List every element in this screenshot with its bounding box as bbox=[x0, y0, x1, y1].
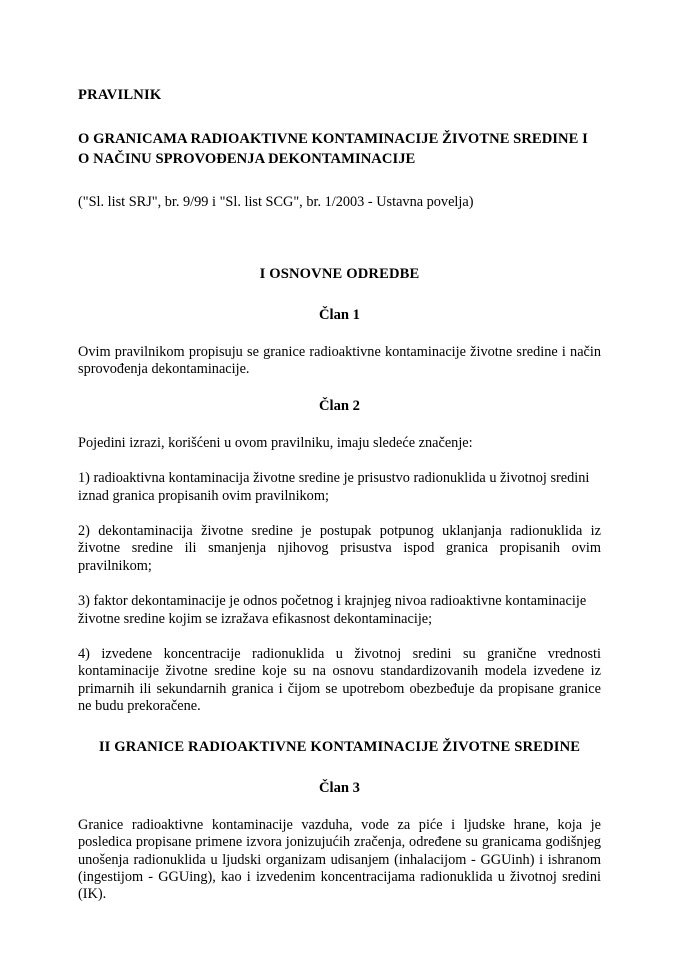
document-title: O GRANICAMA RADIOAKTIVNE KONTAMINACIJE ŽIVOTNE SREDINE I O NAČINU SPROVOĐENJA DEKONTAMINACIJE bbox=[78, 131, 588, 167]
paragraph-clan1-1: Ovim pravilnikom propisuju se granice radioaktivne kontaminacije životne sredine i način sprovođenja dekontaminacije. bbox=[78, 344, 601, 378]
document-source-citation: ("Sl. list SRJ", br. 9/99 i "Sl. list SCG", br. 1/2003 - Ustavna povelja) bbox=[78, 194, 474, 210]
article-heading-clan-2: Član 2 bbox=[319, 397, 360, 414]
paragraph-clan2-item-2: 2) dekontaminacija životne sredine je postupak potpunog uklanjanja radionuklida iz životne sredine ili smanjenja njihovog prisustva ispod granica propisanih ovim pravilnikom; bbox=[78, 523, 601, 574]
article-heading-clan-3: Član 3 bbox=[319, 779, 360, 796]
paragraph-clan3-1: Granice radioaktivne kontaminacije vazduha, vode za piće i ljudske hrane, koja je posledica propisane primene izvora jonizujućih zračenja, određene su granicama godišnjeg unošenja radionuklida u ljudski organizam udisanjem (inhalacijom - GGUinh) i ishranom (ingestijom - GGUing), kao i izvedenim koncentracijama radionuklida u životnoj sredini (IK). bbox=[78, 816, 601, 903]
paragraph-clan2-item-1: 1) radioaktivna kontaminacija životne sredine je prisustvo radionuklida u životnoj sredini iznad granica propisanih ovim pravilnikom; bbox=[78, 470, 590, 504]
section-heading-i: I OSNOVNE ODREDBE bbox=[259, 266, 420, 282]
article-heading-clan-1: Član 1 bbox=[319, 307, 360, 323]
document-content bbox=[78, 86, 601, 904]
document-kind-heading: PRAVILNIK bbox=[78, 87, 162, 103]
section-heading-ii: II GRANICE RADIOAKTIVNE KONTAMINACIJE ŽIVOTNE SREDINE bbox=[98, 738, 581, 755]
paragraph-clan2-item-3: 3) faktor dekontaminacije je odnos početnog i krajnjeg nivoa radioaktivne kontaminacije životne sredine kojim se izražava efikasnost dekontaminacije; bbox=[78, 593, 587, 627]
paragraph-clan2-intro: Pojedini izrazi, korišćeni u ovom pravilniku, imaju sledeće značenje: bbox=[78, 434, 473, 451]
paragraph-clan2-item-4: 4) izvedene koncentracije radionuklida u životnoj sredini su granične vrednosti kontaminacije životne sredine koje su na osnovu standardizovanih modela izvedene iz primarnih ili sekundarnih granica i čijom se upotrebom obezbeđuje da propisane granice ne budu prekoračene. bbox=[78, 646, 601, 715]
